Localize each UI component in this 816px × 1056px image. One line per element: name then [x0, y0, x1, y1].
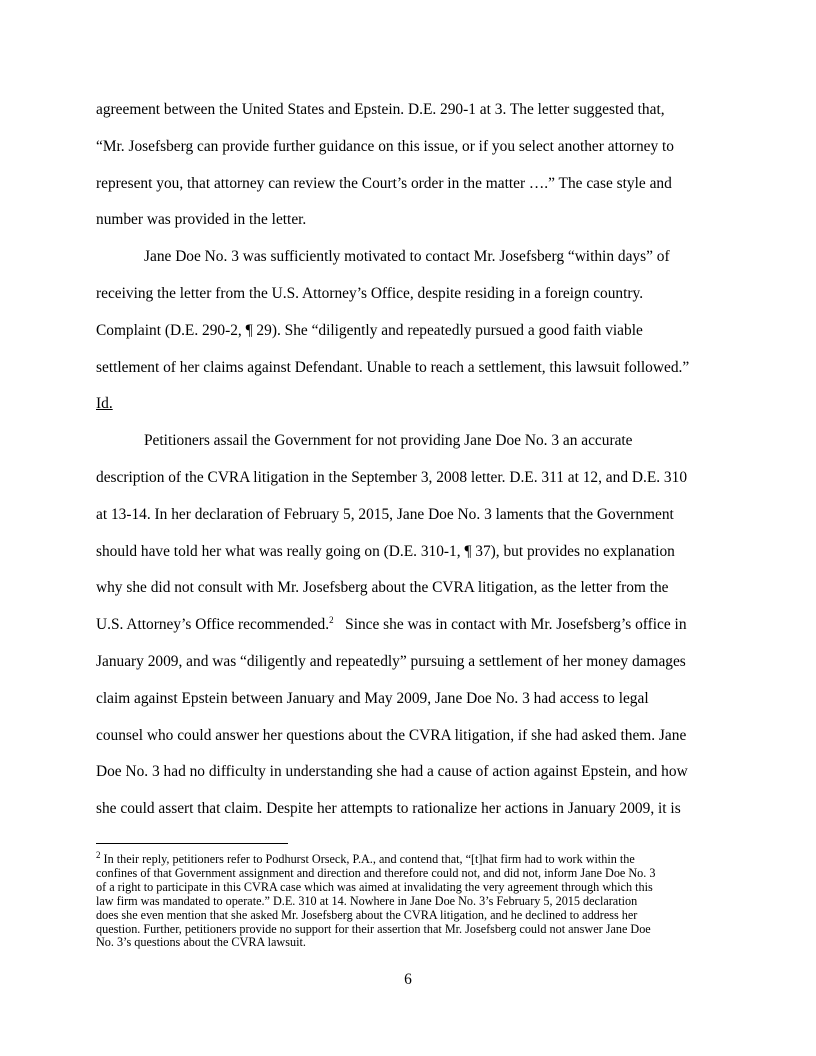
text-run: Jane Doe No. 3 was sufficiently motivated to contact Mr. Josefsberg “within days” of — [144, 248, 670, 266]
text-line: description of the CVRA litigation in the September 3, 2008 letter. D.E. 311 at 12, and D.E. 310 — [96, 468, 688, 486]
text-line — [96, 607, 722, 644]
text-line: represent you, that attorney can review the Court’s order in the matter ….” The case style and — [96, 174, 672, 192]
footnote-line: of a right to participate in this CVRA case which was aimed at invalidating the very agreement through which this — [96, 879, 653, 894]
footnote-line — [96, 849, 722, 867]
text-run: In their reply, petitioners refer to Podhurst Orseck, P.A., and contend that, “[t]hat firm had to work within the — [100, 852, 635, 866]
footnote-line: law firm was mandated to operate.” D.E. 310 at 14. Nowhere in Jane Doe No. 3’s February 5, 2015 declaration — [96, 893, 638, 908]
text-line: Complaint (D.E. 290-2, ¶ 29). She “diligently and repeatedly pursued a good faith viable — [96, 321, 643, 339]
footnote-line: confines of that Government assignment and direction and therefore could not, and did not, inform Jane Doe No. 3 — [96, 865, 656, 880]
text-line: claim against Epstein between January and May 2009, Jane Doe No. 3 had access to legal — [96, 689, 649, 707]
footnote-reference: 2 — [329, 615, 334, 626]
text-run: Since she was in contact with Mr. Josefsberg’s office in — [333, 616, 687, 634]
id-citation: Id. — [96, 395, 113, 413]
text-line: receiving the letter from the U.S. Attorney’s Office, despite residing in a foreign country. — [96, 284, 644, 302]
text-line: counsel who could answer her questions about the CVRA litigation, if she had asked them. Jane — [96, 726, 687, 744]
text-line: agreement between the United States and Epstein. D.E. 290-1 at 3. The letter suggested that, — [96, 101, 665, 118]
text-line — [96, 423, 722, 460]
body-text — [96, 92, 722, 828]
text-line: why she did not consult with Mr. Josefsberg about the CVRA litigation, as the letter from the — [96, 579, 669, 597]
text-line: number was provided in the letter. — [96, 211, 307, 229]
footnote-2 — [96, 849, 722, 950]
text-line — [96, 239, 722, 276]
text-line: she could assert that claim. Despite her attempts to rationalize her actions in January 2009, it is — [96, 800, 681, 818]
text-line: at 13-14. In her declaration of February 5, 2015, Jane Doe No. 3 laments that the Government — [96, 505, 674, 523]
paragraph-petitioners-assail — [96, 423, 722, 828]
paragraph-jane-doe-contact — [96, 239, 722, 423]
text-line: settlement of her claims against Defendant. Unable to reach a settlement, this lawsuit followed.” — [96, 358, 690, 376]
page-number: 6 — [404, 971, 412, 988]
footnote-line: question. Further, petitioners provide no support for their assertion that Mr. Josefsberg could not answer Jane Doe — [96, 921, 651, 936]
footnote-line: does she even mention that she asked Mr. Josefsberg about the CVRA litigation, and he declined to address her — [96, 907, 638, 922]
text-run: U.S. Attorney’s Office recommended. — [96, 616, 330, 634]
paragraph-agreement-letter — [96, 92, 722, 239]
text-line: “Mr. Josefsberg can provide further guidance on this issue, or if you select another attorney to — [96, 137, 674, 155]
footnote-divider — [96, 843, 288, 844]
text-line: should have told her what was really going on (D.E. 310-1, ¶ 37), but provides no explanation — [96, 542, 675, 560]
text-run: Petitioners assail the Government for not providing Jane Doe No. 3 an accurate — [144, 432, 633, 450]
footnote-marker: 2 — [96, 849, 101, 860]
text-line: Doe No. 3 had no difficulty in understanding she had a cause of action against Epstein, and how — [96, 763, 688, 781]
footnote-line: No. 3’s questions about the CVRA lawsuit. — [96, 935, 306, 950]
text-line: January 2009, and was “diligently and repeatedly” pursuing a settlement of her money damages — [96, 652, 686, 670]
